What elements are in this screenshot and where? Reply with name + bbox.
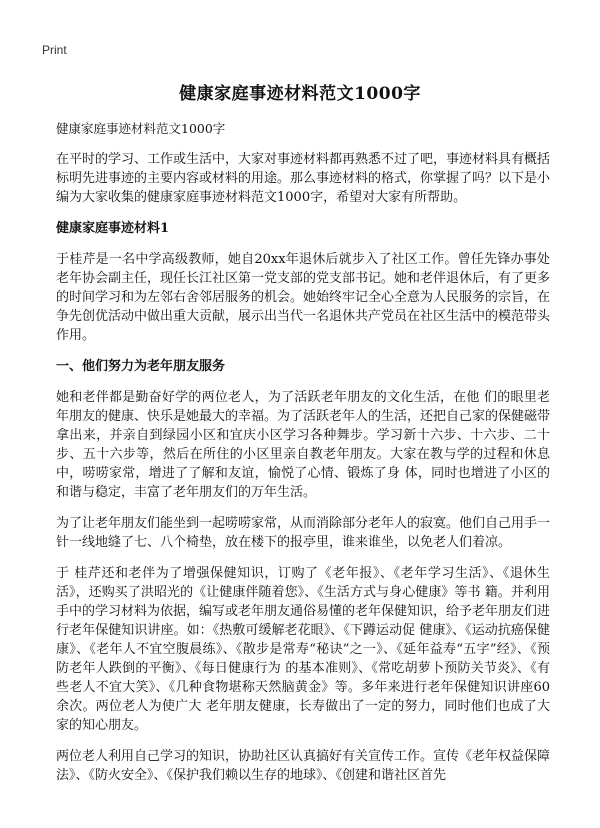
subheading-serve-elderly: 一、他们努力为老年朋友服务 [56,359,226,374]
section-heading: 健康家庭事迹材料1 [56,221,170,236]
paragraph-activities: 她和老伴都是勤奋好学的两位老人，为了活跃老年朋友的文化生活，在他 们的眼里老年朋友的健康、快乐是她最大的幸福。为了活跃老年人的生活，还把自己家的保健磁带拿出来，并亲自到绿园小区和宜庆小区学习各种舞步。学习新十六步、十六步、二十步、五十六步等，然后在所住的小区里亲自教老年朋友。大家在教与学的过程和休息中，唠唠家常，增进了了解和友谊，愉悦了心情、锻炼了身 体，同时也增进了小区的和谐与稳定，丰富了老年朋友们的万年生活。 [56,390,551,500]
section1-paragraph-1: 于桂芹是一名中学高级教师，她自20xx年退休后就步入了社区工作。曾任先锋办事处老年协会副主任，现任长江社区第一党支部的党支部书记。她和老伴退休后，有了更多的时间学习和为左邻右舍邻居服务的机会。她始终牢记全心全意为人民服务的宗旨，在争先创优活动中做出重大贡献，展示出当代一名退休共产党员在社区生活中的模范带头作用。 [56,252,551,343]
paragraph-health-lectures: 于 桂芹还和老伴为了增强保健知识，订购了《老年报》、《老年学习生活》、《退休生活》，还购买了洪昭光的《让健康伴随着您》、《生活方式与身心健康》等书 籍。并利用手中的学习材料为依据，编写或老年朋友通俗易懂的老年保健知识，给予老年朋友们进行老年保健知识讲座。如：《热敷可缓解老花眼》、《下蹲运动促 健康》、《运动抗癌保健康》、《老年人不宜空腹晨练》、《散步是常寿“秘诀”之一》、《延年益寿“五字”经》、《预防老年人跌倒的平衡》、《每日健康行为 的基本准则》、《常吃胡萝卜预防关节炎》、《有些老人不宜大笑》、《几种食物堪称天然脑黄金》等。多年来进行老年保健知识讲座60余次。两位老人为使广大 老年朋友健康，长寿做出了一定的努力，同时他们也成了大家的知心朋友。 [56,566,551,733]
intro-paragraph: 在平时的学习、工作或生活中，大家对事迹材料都再熟悉不过了吧，事迹材料具有概括标明先进事迹的主要内容或材料的用途。那么事迹材料的格式，你掌握了吗？以下是小编为大家收集的健康家庭事迹材料范文1000字，希望对大家有所帮助。 [56,152,551,205]
paragraph-publicity: 两位老人利用自己学习的知识，协助社区认真搞好有关宣传工作。宣传《老年权益保障法》、《防火安全》、《保护我们赖以生存的地球》、《创建和谐社区首先 [56,749,551,783]
document-subtitle: 健康家庭事迹材料范文1000字 [56,121,226,136]
paragraph-cushions: 为了让老年朋友们能坐到一起唠唠家常，从而消除部分老年人的寂寞。他们自己用手一针一线地缝了七、八个椅垫，放在楼下的报亭里，谁来谁坐，以免老人们着凉。 [56,516,551,550]
print-label[interactable]: Print [42,43,67,57]
document-title: 健康家庭事迹材料范文1000字 [179,84,421,104]
document-body [56,120,550,797]
